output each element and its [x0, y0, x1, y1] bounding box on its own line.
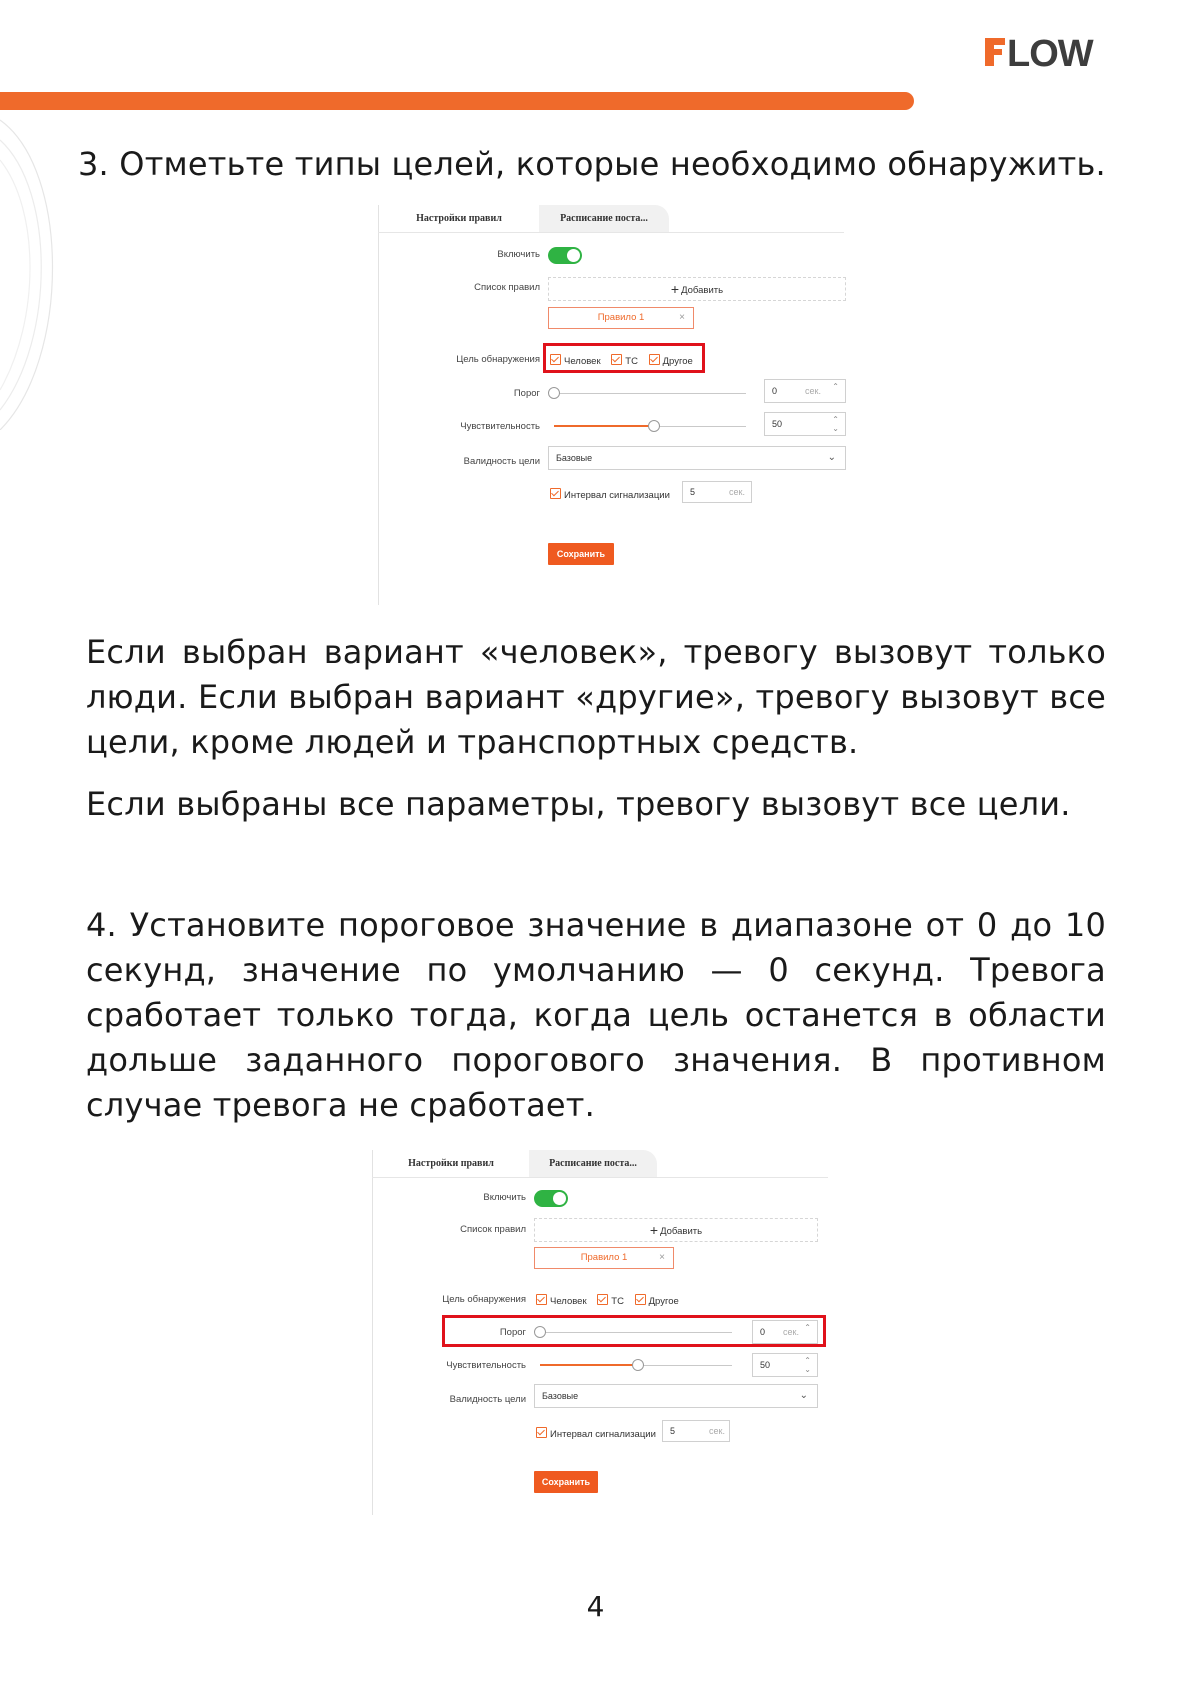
flow-logo — [985, 30, 1125, 72]
check-icon — [536, 1294, 547, 1305]
page-number: 4 — [586, 1590, 605, 1623]
check-icon — [550, 488, 561, 499]
header-accent-bar — [0, 92, 914, 110]
settings-screenshot-2 — [372, 1150, 828, 1515]
enable-toggle[interactable] — [534, 1190, 568, 1207]
alarm-interval-label: Интервал сигнализации — [564, 490, 670, 501]
alarm-interval-checkbox[interactable] — [536, 1429, 656, 1440]
tab-schedule[interactable]: Расписание поста... — [539, 205, 669, 232]
validity-label: Валидность цели — [449, 1394, 526, 1405]
step3-heading: 3. Отметьте типы целей, которые необходимо обнаружить. — [78, 145, 1106, 183]
add-rule-button[interactable] — [548, 277, 846, 301]
alarm-interval-input[interactable]: 5 сек. — [662, 1420, 730, 1442]
sensitivity-slider-handle[interactable] — [648, 420, 660, 432]
enable-label: Включить — [497, 249, 540, 260]
rule-item-label: Правило 1 — [597, 312, 645, 323]
tab-rule-settings[interactable]: Настройки правил — [373, 1150, 529, 1177]
enable-label: Включить — [483, 1192, 526, 1203]
tab-rule-settings[interactable]: Настройки правил — [379, 205, 539, 232]
sensitivity-slider-handle[interactable] — [632, 1359, 644, 1371]
target-other-checkbox[interactable]: Другое — [649, 356, 693, 367]
step4-paragraph: 4. Установите пороговое значение в диапазоне от 0 до 10 секунд, значение по умолчанию — 0 секунд. Тревога сработает только тогда, когда цель останется в области дольше заданного порогового значения. В противном случае тревога не сработает. — [86, 906, 1106, 1124]
alarm-interval-input[interactable]: 5 сек. — [682, 481, 752, 503]
rule-item[interactable] — [548, 307, 694, 329]
target-other-checkbox[interactable]: Другое — [635, 1296, 679, 1307]
tab-schedule[interactable]: Расписание поста... — [529, 1150, 657, 1177]
rule-list-label: Список правил — [460, 1224, 526, 1235]
target-vehicle-checkbox[interactable]: ТС — [611, 356, 638, 367]
save-button[interactable]: Сохранить — [548, 543, 614, 565]
check-icon — [536, 1427, 547, 1438]
sensitivity-input[interactable]: 50 ⌃ ⌄ — [752, 1353, 818, 1377]
chevron-down-icon: ⌄ — [799, 1390, 808, 1401]
alarm-interval-label: Интервал сигнализации — [550, 1429, 656, 1440]
sensitivity-slider-fill — [540, 1364, 636, 1366]
validity-label: Валидность цели — [463, 456, 540, 467]
threshold-label: Порог — [499, 1327, 526, 1338]
target-person-checkbox[interactable]: Человек — [550, 356, 601, 367]
paragraph-target-explanation: Если выбран вариант «человек», тревогу вызовут только люди. Если выбран вариант «другие», тревогу вызовут все цели, кроме людей и транспортных средств. — [86, 633, 1106, 761]
svg-text:LOW: LOW — [1007, 33, 1093, 72]
target-vehicle-checkbox[interactable]: ТС — [597, 1296, 624, 1307]
enable-toggle[interactable] — [548, 247, 582, 264]
sensitivity-input[interactable]: 50 ⌃ ⌄ — [764, 412, 846, 436]
add-rule-button[interactable] — [534, 1218, 818, 1242]
decorative-swoosh — [0, 110, 90, 430]
highlight-frame-targets — [543, 343, 705, 373]
rule-list-label: Список правил — [474, 282, 540, 293]
add-label: Добавить — [660, 1226, 703, 1237]
check-icon — [597, 1294, 608, 1305]
close-icon[interactable]: × — [659, 1252, 665, 1263]
plus-icon: + — [670, 281, 680, 297]
paragraph-all-targets: Если выбраны все параметры, тревогу вызовут все цели. — [86, 785, 1071, 823]
threshold-slider[interactable] — [554, 393, 746, 394]
add-label: Добавить — [681, 285, 724, 296]
threshold-input[interactable]: 0 сек. ⌃ — [752, 1320, 818, 1344]
highlight-frame-threshold — [442, 1315, 826, 1347]
check-icon — [635, 1294, 646, 1305]
threshold-label: Порог — [513, 388, 540, 399]
sensitivity-label: Чувствительность — [460, 421, 540, 432]
validity-select[interactable]: Базовые ⌄ — [534, 1384, 818, 1408]
save-button[interactable]: Сохранить — [534, 1471, 598, 1493]
close-icon[interactable]: × — [679, 312, 685, 323]
detection-target-label: Цель обнаружения — [456, 354, 540, 365]
rule-item[interactable] — [534, 1247, 674, 1269]
validity-select[interactable]: Базовые ⌄ — [548, 446, 846, 470]
threshold-input[interactable]: 0 сек. ⌃ — [764, 379, 846, 403]
sensitivity-label: Чувствительность — [446, 1360, 526, 1371]
plus-icon: + — [649, 1222, 659, 1238]
target-person-checkbox[interactable]: Человек — [536, 1296, 587, 1307]
chevron-down-icon: ⌄ — [827, 452, 836, 463]
sensitivity-slider-fill — [554, 425, 652, 427]
threshold-slider-handle[interactable] — [548, 387, 560, 399]
settings-screenshot-1 — [378, 205, 844, 605]
alarm-interval-checkbox[interactable] — [550, 490, 670, 501]
rule-item-label: Правило 1 — [580, 1252, 628, 1263]
detection-target-label: Цель обнаружения — [442, 1294, 526, 1305]
